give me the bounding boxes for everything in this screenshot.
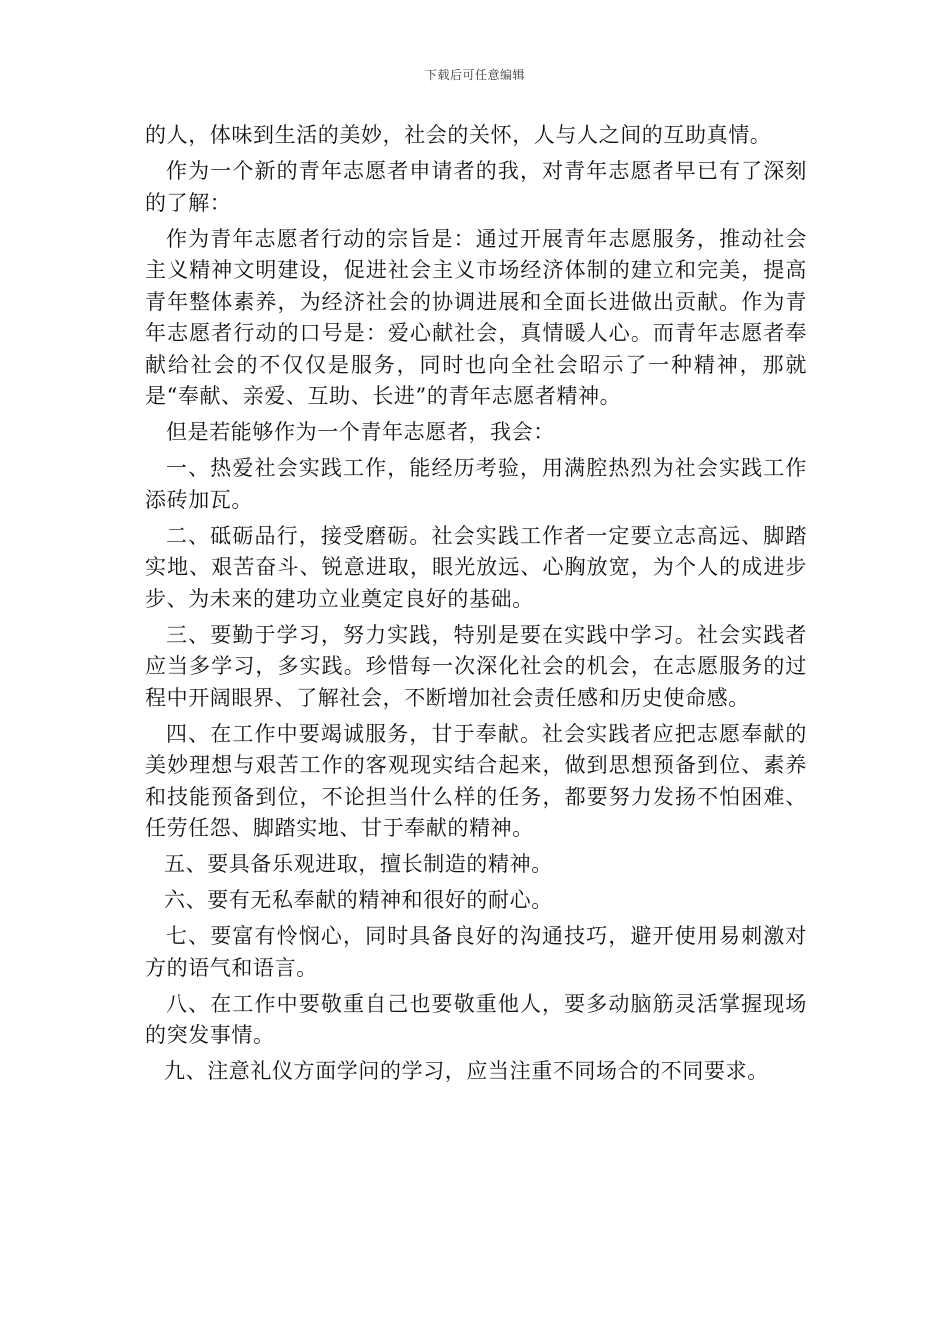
paragraph-9: 五、要具备乐观进取，擅长制造的精神。: [164, 852, 553, 876]
paragraph-10: 六、要有无私奉献的精神和很好的耐心。: [164, 888, 553, 912]
paragraph-5: 一、热爱社会实践工作，能经历考验，用满腔热烈为社会实践工作添砖加瓦。: [145, 456, 807, 512]
paragraph-1: 的人，体味到生活的美妙，社会的关怀，人与人之间的互助真情。: [145, 123, 772, 147]
body-text: [145, 120, 807, 1092]
paragraph-2: 作为一个新的青年志愿者申请者的我，对青年志愿者早已有了深刻的了解：: [145, 159, 807, 215]
paragraph-6: 二、砥砺品行，接受磨砺。社会实践工作者一定要立志高远、脚踏实地、艰苦奋斗、锐意进取，眼光放远、心胸放宽，为个人的成进步步、为未来的建功立业奠定良好的基础。: [145, 523, 807, 611]
paragraph-7: 三、要勤于学习，努力实践，特别是要在实践中学习。社会实践者应当多学习，多实践。珍惜每一次深化社会的机会，在志愿服务的过程中开阔眼界、了解社会，不断增加社会责任感和历史使命感。: [145, 622, 807, 710]
paragraph-8: 四、在工作中要竭诚服务，甘于奉献。社会实践者应把志愿奉献的美妙理想与艰苦工作的客观现实结合起来，做到思想预备到位、素养和技能预备到位，不论担当什么样的任务，都要努力发扬不怕困难、任劳任怨、脚踏实地、甘于奉献的精神。: [145, 721, 807, 840]
paragraph-12: 八、在工作中要敬重自己也要敬重他人，要多动脑筋灵活掌握现场的突发事情。: [145, 991, 807, 1047]
paragraph-4: 但是若能够作为一个青年志愿者，我会：: [166, 420, 555, 444]
header-note: 下载后可任意编辑: [424, 68, 525, 82]
paragraph-11: 七、要富有怜悯心，同时具备良好的沟通技巧，避开使用易刺激对方的语气和语言。: [145, 924, 807, 980]
paragraph-13: 九、注意礼仪方面学问的学习，应当注重不同场合的不同要求。: [164, 1059, 769, 1083]
paragraph-3: 作为青年志愿者行动的宗旨是：通过开展青年志愿服务，推动社会主义精神文明建设，促进社会主义市场经济体制的建立和完美，提高青年整体素养，为经济社会的协调进展和全面长进做出贡献。作为青年志愿者行动的口号是：爱心献社会，真情暖人心。而青年志愿者奉献给社会的不仅仅是服务，同时也向全社会昭示了一种精神，那就是“奉献、亲爱、互助、长进”的青年志愿者精神。: [145, 226, 807, 408]
